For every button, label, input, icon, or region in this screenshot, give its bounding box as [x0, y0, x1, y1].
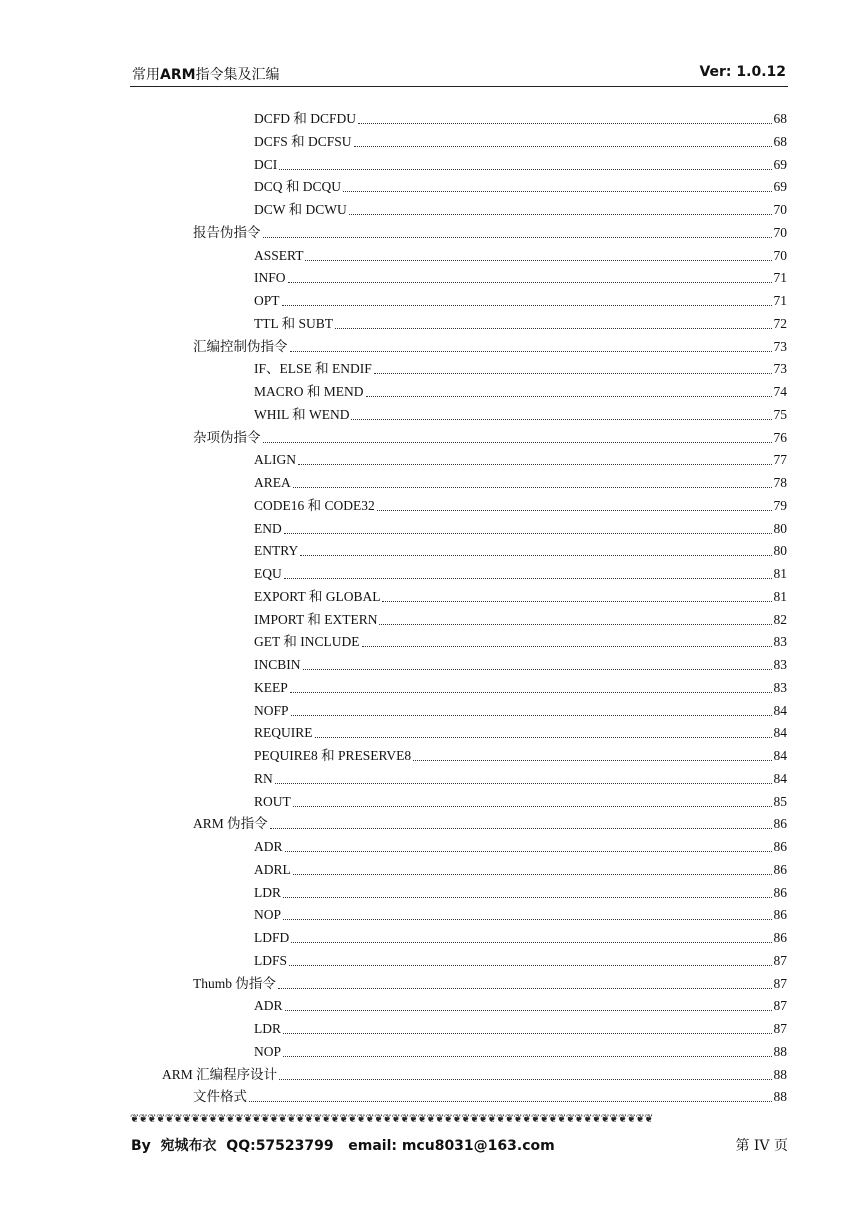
- toc-dot-leader: [291, 701, 772, 716]
- toc-dot-leader: [366, 382, 772, 397]
- toc-entry[interactable]: [254, 494, 787, 514]
- toc-entry-title: ASSERT: [254, 247, 304, 263]
- toc-entry-title: CODE16 和 CODE32: [254, 497, 375, 513]
- toc-entry-page: 81: [773, 566, 787, 581]
- toc-entry-title: END: [254, 520, 282, 536]
- toc-entry-title: NOFP: [254, 702, 289, 718]
- toc-entry-page: 86: [773, 930, 787, 945]
- toc-entry[interactable]: [254, 994, 787, 1014]
- toc-entry-page: 80: [773, 543, 787, 559]
- toc-entry-page: 82: [773, 611, 787, 627]
- toc-entry-title: PEQUIRE8 和 PRESERVE8: [254, 748, 412, 763]
- toc-entry[interactable]: [254, 403, 787, 423]
- toc-dot-leader: [305, 246, 771, 261]
- toc-dot-leader: [263, 428, 772, 443]
- toc-entry-title: DCI: [254, 156, 278, 172]
- toc-dot-leader: [354, 132, 772, 147]
- toc-entry-page: 86: [773, 861, 787, 877]
- toc-dot-leader: [291, 928, 771, 943]
- toc-entry-page: 87: [773, 952, 787, 968]
- toc-entry[interactable]: [254, 881, 787, 901]
- toc-entry[interactable]: [254, 767, 787, 787]
- toc-entry[interactable]: [193, 221, 787, 241]
- toc-dot-leader: [379, 610, 771, 625]
- toc-entry-title: LDFD: [254, 930, 290, 945]
- toc-entry-page: 87: [773, 998, 787, 1014]
- toc-dot-leader: [293, 792, 772, 807]
- toc-entry[interactable]: [254, 539, 787, 559]
- toc-entry-title: LDFS: [254, 952, 288, 968]
- toc-entry-title: EXPORT 和 GLOBAL: [254, 588, 381, 604]
- toc-entry-page: 83: [773, 657, 787, 672]
- toc-entry[interactable]: [254, 153, 787, 173]
- toc-entry-page: 73: [773, 361, 787, 377]
- toc-entry[interactable]: [254, 1017, 787, 1037]
- toc-dot-leader: [279, 155, 771, 170]
- toc-entry-title: EQU: [254, 566, 282, 581]
- toc-entry-page: 86: [773, 884, 787, 900]
- toc-entry[interactable]: [193, 1085, 787, 1105]
- toc-entry[interactable]: [254, 653, 787, 673]
- toc-entry-title: ALIGN: [254, 452, 296, 468]
- toc-entry[interactable]: [193, 972, 787, 992]
- toc-dot-leader: [278, 974, 772, 989]
- toc-entry-title: LDR: [254, 884, 281, 900]
- toc-dot-leader: [284, 519, 772, 534]
- toc-entry[interactable]: [254, 244, 787, 264]
- toc-entry-page: 84: [773, 725, 787, 741]
- toc-entry[interactable]: [254, 312, 787, 332]
- toc-entry[interactable]: [254, 175, 787, 195]
- toc-entry[interactable]: [254, 630, 787, 650]
- toc-dot-leader: [293, 860, 772, 875]
- toc-entry-page: 69: [773, 179, 787, 195]
- footer-author-info: By 宛城布衣 QQ:57523799 email: mcu8031@163.com: [131, 1138, 555, 1154]
- toc-entry-title: ARM 汇编程序设计: [162, 1066, 278, 1082]
- toc-entry-title: TTL 和 SUBT: [254, 315, 333, 331]
- toc-entry-title: IF、ELSE 和 ENDIF: [254, 361, 372, 377]
- toc-entry[interactable]: [254, 926, 787, 946]
- toc-dot-leader: [283, 905, 771, 920]
- toc-entry-page: 79: [773, 497, 787, 513]
- toc-entry-title: 杂项伪指令: [193, 429, 261, 445]
- toc-entry-title: 报告伪指令: [193, 224, 261, 240]
- title-bold: ARM: [160, 67, 196, 83]
- toc-entry[interactable]: [254, 1040, 787, 1060]
- toc-dot-leader: [249, 1087, 772, 1102]
- title-suffix: 指令集及汇编: [195, 67, 280, 83]
- toc-dot-leader: [315, 723, 772, 738]
- toc-dot-leader: [263, 223, 772, 238]
- toc-dot-leader: [289, 951, 771, 966]
- toc-dot-leader: [282, 291, 772, 306]
- toc-entry-title: ROUT: [254, 793, 291, 809]
- toc-entry-page: 78: [773, 475, 787, 490]
- toc-dot-leader: [362, 632, 772, 647]
- toc-dot-leader: [283, 1019, 772, 1034]
- toc-entry-page: 70: [773, 224, 787, 240]
- toc-entry-title: INCBIN: [254, 657, 301, 672]
- toc-entry[interactable]: [254, 107, 787, 127]
- toc-entry-page: 73: [773, 338, 787, 354]
- toc-entry[interactable]: [254, 380, 787, 400]
- footer-ornament-border: ❦❦❦❦❦❦❦❦❦❦❦❦❦❦❦❦❦❦❦❦❦❦❦❦❦❦❦❦❦❦❦❦❦❦❦❦❦❦❦❦❦❦❦❦❦❦❦❦❦❦❦❦❦❦❦❦❦❦❦❦: [130, 1112, 654, 1125]
- toc-entry[interactable]: [254, 903, 787, 923]
- toc-entry-page: 87: [773, 975, 787, 991]
- toc-dot-leader: [279, 1065, 771, 1080]
- toc-entry-page: 75: [773, 406, 787, 422]
- toc-dot-leader: [284, 564, 772, 579]
- toc-entry[interactable]: [254, 198, 787, 218]
- toc-entry-title: NOP: [254, 907, 282, 923]
- toc-entry[interactable]: [254, 562, 787, 582]
- toc-entry[interactable]: [254, 790, 787, 810]
- toc-entry[interactable]: [193, 812, 787, 832]
- toc-entry-page: 70: [773, 247, 787, 263]
- toc-entry-title: OPT: [254, 293, 280, 308]
- version-label: Ver: 1.0.12: [699, 64, 786, 80]
- toc-entry-title: ENTRY: [254, 543, 299, 559]
- toc-entry[interactable]: [193, 335, 787, 355]
- toc-entry[interactable]: [254, 448, 787, 468]
- toc-entry-page: 71: [773, 293, 787, 308]
- toc-entry-title: 汇编控制伪指令: [193, 338, 288, 354]
- toc-dot-leader: [382, 587, 771, 602]
- toc-dot-leader: [283, 883, 772, 898]
- toc-entry-title: ADR: [254, 998, 283, 1014]
- toc-entry[interactable]: [254, 858, 787, 878]
- toc-dot-leader: [293, 473, 772, 488]
- toc-dot-leader: [413, 746, 771, 761]
- toc-entry-page: 88: [773, 1066, 787, 1082]
- toc-entry[interactable]: [254, 949, 787, 969]
- toc-dot-leader: [351, 405, 771, 420]
- page-header: [130, 60, 788, 87]
- toc-entry-page: 72: [773, 315, 787, 331]
- toc-entry-page: 86: [773, 816, 787, 832]
- toc-entry-page: 86: [773, 839, 787, 854]
- toc-entry-page: 84: [773, 702, 787, 718]
- toc-entry-page: 85: [773, 793, 787, 809]
- toc-entry-page: 83: [773, 679, 787, 695]
- toc-entry-title: ADR: [254, 839, 283, 854]
- toc-entry-title: DCFD 和 DCFDU: [254, 111, 357, 126]
- toc-entry-page: 69: [773, 156, 787, 172]
- toc-dot-leader: [374, 359, 772, 374]
- toc-entry-title: DCW 和 DCWU: [254, 202, 347, 217]
- toc-entry-page: 84: [773, 770, 787, 786]
- toc-dot-leader: [303, 655, 772, 670]
- toc-entry[interactable]: [254, 357, 787, 377]
- toc-entry[interactable]: [254, 608, 787, 628]
- toc-dot-leader: [275, 769, 772, 784]
- toc-entry-page: 70: [773, 202, 787, 217]
- toc-entry[interactable]: [254, 744, 787, 764]
- toc-entry[interactable]: [162, 1063, 787, 1083]
- toc-dot-leader: [290, 337, 772, 352]
- toc-entry-title: INFO: [254, 270, 286, 286]
- toc-entry-title: DCFS 和 DCFSU: [254, 133, 352, 149]
- toc-entry[interactable]: [254, 721, 787, 741]
- toc-entry[interactable]: [254, 585, 787, 605]
- toc-entry[interactable]: [254, 130, 787, 150]
- toc-entry[interactable]: [254, 289, 787, 309]
- toc-entry-page: 88: [773, 1089, 787, 1105]
- toc-dot-leader: [285, 996, 772, 1011]
- toc-entry[interactable]: [254, 699, 787, 719]
- toc-entry-title: IMPORT 和 EXTERN: [254, 611, 378, 627]
- toc-dot-leader: [285, 837, 772, 852]
- toc-dot-leader: [283, 1042, 771, 1057]
- toc-entry-page: 84: [773, 748, 787, 763]
- toc-entry-title: ARM 伪指令: [193, 816, 268, 832]
- toc-entry-page: 83: [773, 634, 787, 650]
- toc-entry-page: 81: [773, 588, 787, 604]
- toc-entry-title: Thumb 伪指令: [193, 975, 276, 991]
- toc-entry-title: WHIL 和 WEND: [254, 406, 350, 422]
- toc-entry-title: DCQ 和 DCQU: [254, 179, 342, 195]
- toc-entry-title: RN: [254, 770, 273, 786]
- toc-dot-leader: [270, 814, 772, 829]
- title-prefix: 常用: [132, 67, 160, 83]
- toc-entry-title: 文件格式: [193, 1089, 247, 1105]
- toc-entry-page: 77: [773, 452, 787, 468]
- toc-entry-title: MACRO 和 MEND: [254, 384, 364, 399]
- toc-entry-page: 68: [773, 111, 787, 126]
- toc-entry-title: AREA: [254, 475, 291, 490]
- toc-entry[interactable]: [254, 266, 787, 286]
- toc-entry-page: 87: [773, 1021, 787, 1036]
- toc-dot-leader: [288, 268, 772, 283]
- footer-page-number: 第 IV 页: [735, 1138, 788, 1154]
- toc-dot-leader: [377, 496, 772, 511]
- toc-entry-page: 71: [773, 270, 787, 286]
- toc-entry-page: 74: [773, 384, 787, 399]
- toc-dot-leader: [300, 541, 771, 556]
- toc-entry-title: GET 和 INCLUDE: [254, 634, 360, 650]
- toc-entry-title: ADRL: [254, 861, 291, 877]
- toc-entry[interactable]: [254, 471, 787, 491]
- toc-entry[interactable]: [254, 835, 787, 855]
- toc-entry-page: 88: [773, 1043, 787, 1059]
- toc-dot-leader: [298, 450, 772, 465]
- toc-dot-leader: [358, 109, 771, 124]
- toc-dot-leader: [290, 678, 772, 693]
- toc-entry-page: 86: [773, 907, 787, 923]
- toc-entry-title: LDR: [254, 1021, 281, 1036]
- toc-entry[interactable]: [254, 517, 787, 537]
- toc-entry-page: 68: [773, 133, 787, 149]
- toc-entry[interactable]: [193, 426, 787, 446]
- toc-entry-title: REQUIRE: [254, 725, 313, 741]
- toc-entry-title: KEEP: [254, 679, 288, 695]
- toc-dot-leader: [335, 314, 772, 329]
- toc-entry[interactable]: [254, 676, 787, 696]
- toc-dot-leader: [349, 200, 772, 215]
- document-title: [132, 64, 280, 84]
- toc-entry-title: NOP: [254, 1043, 282, 1059]
- toc-entry-page: 76: [773, 429, 787, 445]
- toc-dot-leader: [343, 177, 771, 192]
- toc-entry-page: 80: [773, 520, 787, 536]
